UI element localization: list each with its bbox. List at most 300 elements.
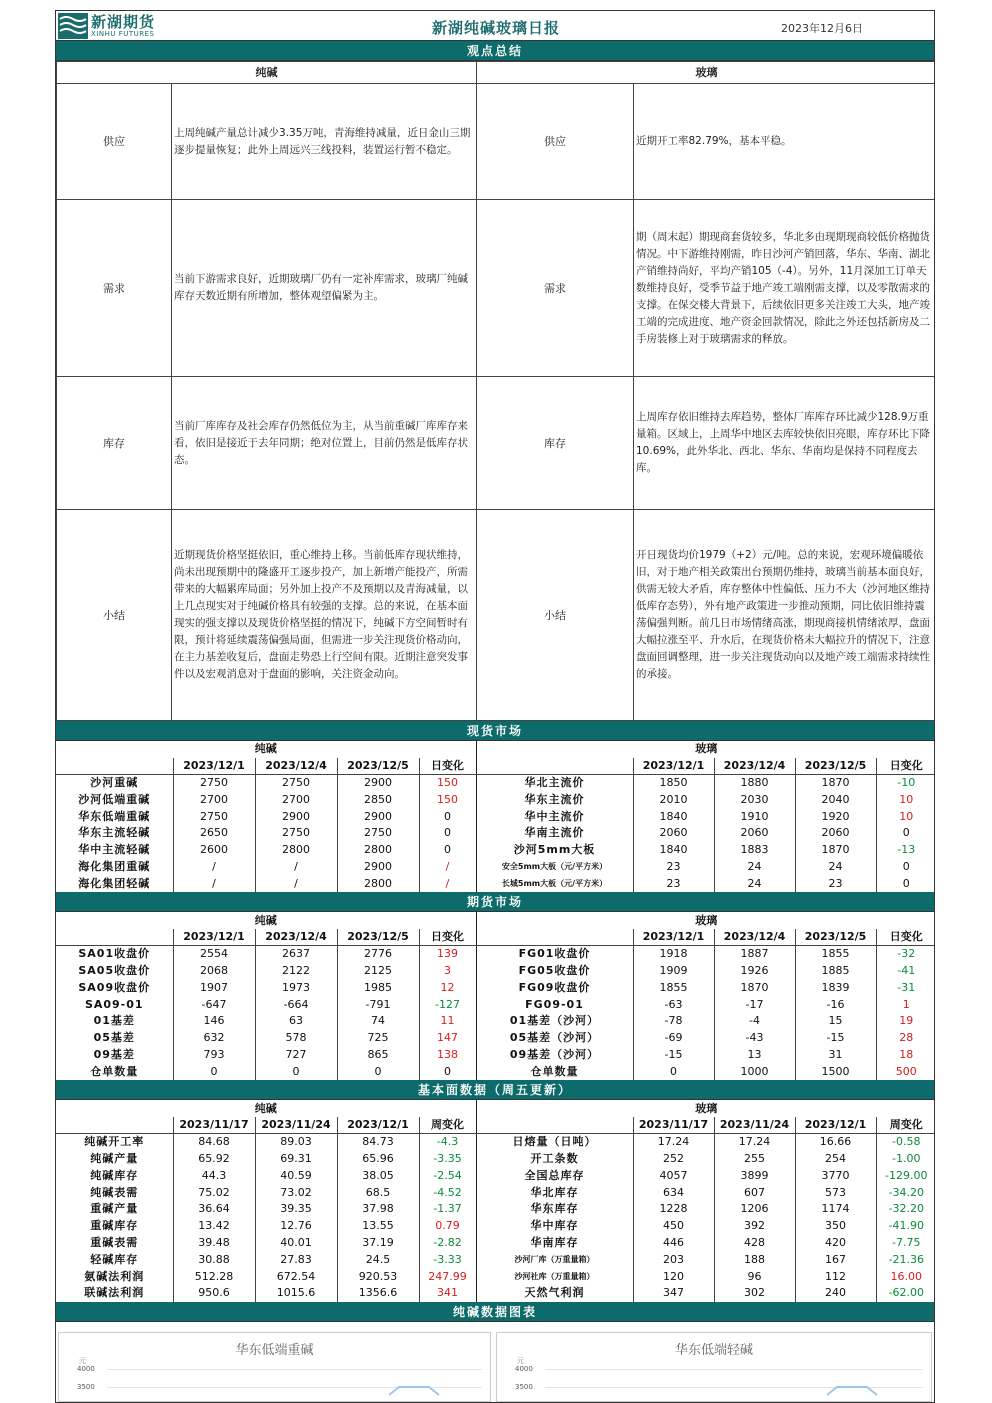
row-label: 重碱库存 <box>56 1218 173 1235</box>
value-cell: 2040 <box>795 791 876 808</box>
value-cell: 1870 <box>714 979 795 996</box>
change-value: -3.35 <box>419 1151 476 1168</box>
value-cell: -15 <box>795 1030 876 1047</box>
change-value: -34.20 <box>888 1185 924 1199</box>
table-row <box>56 859 935 876</box>
value-cell: 23 <box>633 859 714 876</box>
gridline <box>545 1369 923 1370</box>
value-cell: 2700 <box>173 791 255 808</box>
change-value: -21.36 <box>888 1252 924 1266</box>
table-row <box>56 1151 935 1168</box>
change-value: -41 <box>897 963 916 977</box>
value-cell: 0 <box>255 1063 337 1080</box>
row-label: 轻碱库存 <box>56 1251 173 1268</box>
value-cell: 302 <box>714 1285 795 1302</box>
value-cell: 1174 <box>795 1201 876 1218</box>
overview-text: 当前厂库库存及社会库存仍然低位为主，从当前重碱厂库库存来看，依旧是接近于去年同期；绝对位置上，目前仍然是低库存状态。 <box>172 377 477 510</box>
change-value: / <box>419 859 476 876</box>
change-value: 147 <box>419 1030 476 1047</box>
change-value: 0 <box>902 859 910 873</box>
overview-label: 小结 <box>57 510 172 721</box>
value-cell: 2750 <box>255 825 337 842</box>
value-cell: 1870 <box>795 775 876 792</box>
change-value: 138 <box>419 1047 476 1064</box>
row-label: 华中库存 <box>476 1218 633 1235</box>
row-label: 05基差 <box>56 1030 173 1047</box>
value-cell: 2122 <box>255 963 337 980</box>
value-cell: 1356.6 <box>337 1285 419 1302</box>
y-tick: 4000 <box>77 1364 95 1373</box>
value-cell: 2060 <box>795 825 876 842</box>
section-spot: 现货市场 <box>56 721 934 741</box>
row-label: 华北库存 <box>476 1184 633 1201</box>
row-label: 华东主流价 <box>476 791 633 808</box>
change-value: -41.90 <box>888 1219 924 1233</box>
value-cell: 1206 <box>714 1201 795 1218</box>
change-value: -2.82 <box>419 1235 476 1252</box>
header-blank <box>476 1117 633 1134</box>
table-section-title: 玻璃 <box>695 913 718 927</box>
table-row <box>56 1167 935 1184</box>
table-row <box>56 808 935 825</box>
change-value: -31 <box>897 980 916 994</box>
value-cell: 0 <box>173 1063 255 1080</box>
value-cell: 607 <box>714 1184 795 1201</box>
value-cell: 203 <box>633 1251 714 1268</box>
table-row <box>56 1063 935 1080</box>
row-label: 沙河5mm大板 <box>476 842 633 859</box>
change-value: 247.99 <box>419 1268 476 1285</box>
chart-area <box>56 1322 934 1402</box>
change-value: 0 <box>419 842 476 859</box>
value-cell: 16.66 <box>795 1134 876 1151</box>
value-cell: 1500 <box>795 1063 876 1080</box>
value-cell: 65.96 <box>337 1151 419 1168</box>
row-label: 长城5mm大板（元/平方米） <box>476 875 633 892</box>
change-value: 150 <box>419 791 476 808</box>
value-cell: 84.68 <box>173 1134 255 1151</box>
value-cell: 37.98 <box>337 1201 419 1218</box>
row-label: 01基差 <box>56 1013 173 1030</box>
report-date: 2023年12月6日 <box>781 22 863 35</box>
date-header: 2023/12/1 <box>173 929 255 946</box>
value-cell: 255 <box>714 1151 795 1168</box>
row-label: 沙河重碱 <box>56 775 173 792</box>
value-cell: 39.35 <box>255 1201 337 1218</box>
overview-text: 开日现货均价1979（+2）元/吨。总的来说，宏观环境偏暖依旧，对于地产相关政策出台预期仍维持，玻璃当前基本面良好，供需无较大矛盾，库存整体中性偏低、压力不大（沙河地区维持低库存态势），外有地产政策进一步推动预期，同比依旧维持震荡偏强判断。前几日市场情绪高涨，期现商接机情绪浓厚，盘面大幅拉涨至平、升水后，在现货价格未大幅拉升的情况下，注意盘面回调整理，进一步关注现货动向以及地产竣工端需求持续性的承接。 <box>634 510 936 721</box>
value-cell: 2010 <box>633 791 714 808</box>
value-cell: 672.54 <box>255 1268 337 1285</box>
table-row <box>56 963 935 980</box>
chart-panel <box>58 1332 491 1402</box>
change-value: -2.54 <box>419 1167 476 1184</box>
value-cell: -69 <box>633 1030 714 1047</box>
value-cell: 2068 <box>173 963 255 980</box>
section-charts: 纯碱数据图表 <box>56 1302 934 1322</box>
value-cell: 15 <box>795 1013 876 1030</box>
value-cell: 96 <box>714 1268 795 1285</box>
table-row <box>56 1013 935 1030</box>
row-label: 氨碱法利润 <box>56 1268 173 1285</box>
fundamental-table <box>56 1100 935 1302</box>
row-label: 海化集团重碱 <box>56 859 173 876</box>
change-value: 10 <box>899 792 914 806</box>
value-cell: 1850 <box>633 775 714 792</box>
value-cell: 1887 <box>714 946 795 963</box>
date-header: 2023/11/24 <box>714 1117 795 1134</box>
value-cell: 39.48 <box>173 1235 255 1252</box>
header-blank <box>476 929 633 946</box>
row-label: 华东低端重碱 <box>56 808 173 825</box>
value-cell: 2030 <box>714 791 795 808</box>
value-cell: 68.5 <box>337 1184 419 1201</box>
value-cell: 44.3 <box>173 1167 255 1184</box>
value-cell: 2900 <box>337 859 419 876</box>
row-label: 仓单数量 <box>476 1063 633 1080</box>
change-value: 0 <box>419 808 476 825</box>
value-cell: 23 <box>795 875 876 892</box>
y-tick: 3500 <box>515 1382 533 1391</box>
value-cell: 2750 <box>173 808 255 825</box>
row-label: 安全5mm大板（元/平方米） <box>476 859 633 876</box>
table-section-title: 纯碱 <box>56 741 476 758</box>
chart-unit: 元 <box>79 1356 86 1365</box>
table-row <box>56 1184 935 1201</box>
value-cell: 1918 <box>633 946 714 963</box>
table-section-title: 玻璃 <box>695 742 718 756</box>
value-cell: 13.42 <box>173 1218 255 1235</box>
chart-line <box>389 1383 449 1403</box>
value-cell: 1855 <box>795 946 876 963</box>
table-row <box>56 825 935 842</box>
overview-soda-header: 纯碱 <box>57 62 477 84</box>
value-cell: 2900 <box>255 808 337 825</box>
date-header: 2023/12/1 <box>633 929 714 946</box>
change-value: 500 <box>895 1064 917 1078</box>
value-cell: 167 <box>795 1251 876 1268</box>
value-cell: -16 <box>795 996 876 1013</box>
row-label: 05基差（沙河） <box>476 1030 633 1047</box>
value-cell: 573 <box>795 1184 876 1201</box>
row-label: 纯碱库存 <box>56 1167 173 1184</box>
change-value: 0 <box>419 825 476 842</box>
change-header: 周变化 <box>419 1117 476 1134</box>
report-page <box>55 10 935 1403</box>
row-label: 华中主流轻碱 <box>56 842 173 859</box>
value-cell: 2650 <box>173 825 255 842</box>
change-header: 日变化 <box>419 929 476 946</box>
change-value: 341 <box>419 1285 476 1302</box>
change-value: -7.75 <box>892 1235 921 1249</box>
value-cell: 392 <box>714 1218 795 1235</box>
table-row <box>56 1030 935 1047</box>
value-cell: / <box>255 875 337 892</box>
value-cell: / <box>173 859 255 876</box>
table-section-title: 纯碱 <box>56 912 476 929</box>
table-section-title: 玻璃 <box>695 1101 718 1115</box>
value-cell: 865 <box>337 1047 419 1064</box>
value-cell: 252 <box>633 1151 714 1168</box>
table-row <box>56 1235 935 1252</box>
value-cell: -664 <box>255 996 337 1013</box>
value-cell: 578 <box>255 1030 337 1047</box>
value-cell: 2637 <box>255 946 337 963</box>
value-cell: 2850 <box>337 791 419 808</box>
date-header: 2023/12/1 <box>633 758 714 775</box>
change-header: 日变化 <box>419 758 476 775</box>
value-cell: 1985 <box>337 979 419 996</box>
change-value: 18 <box>899 1047 914 1061</box>
report-title: 新湖纯碱玻璃日报 <box>431 19 560 37</box>
value-cell: 1880 <box>714 775 795 792</box>
value-cell: 1926 <box>714 963 795 980</box>
value-cell: 69.31 <box>255 1151 337 1168</box>
value-cell: 2750 <box>255 775 337 792</box>
value-cell: 4057 <box>633 1167 714 1184</box>
table-row <box>56 1285 935 1302</box>
change-value: -127 <box>419 996 476 1013</box>
change-value: 0 <box>902 826 910 840</box>
change-header: 日变化 <box>876 929 935 946</box>
row-label: 联碱法利润 <box>56 1285 173 1302</box>
row-label: SA09收盘价 <box>56 979 173 996</box>
value-cell: 40.01 <box>255 1235 337 1252</box>
table-row <box>56 996 935 1013</box>
change-value: -32 <box>897 947 916 961</box>
value-cell: 24 <box>714 859 795 876</box>
section-overview: 观点总结 <box>56 41 934 61</box>
row-label: 华东主流轻碱 <box>56 825 173 842</box>
logo-cn: 新湖期货 <box>91 12 156 31</box>
change-value: 1 <box>902 997 910 1011</box>
value-cell: 2800 <box>337 875 419 892</box>
row-label: FG01收盘价 <box>476 946 633 963</box>
value-cell: 920.53 <box>337 1268 419 1285</box>
row-label: 沙河厂库（万重量箱） <box>476 1251 633 1268</box>
logo-en: XINHU FUTURES <box>91 29 155 38</box>
value-cell: / <box>173 875 255 892</box>
value-cell: 446 <box>633 1235 714 1252</box>
value-cell: / <box>255 859 337 876</box>
overview-text: 上周纯碱产量总计减少3.35万吨，青海维持减量，近日金山三期逐步提量恢复；此外上周远兴三线投料，装置运行暂不稳定。 <box>172 84 477 200</box>
table-row <box>56 946 935 963</box>
date-header: 2023/12/4 <box>714 929 795 946</box>
date-header: 2023/12/1 <box>173 758 255 775</box>
value-cell: 428 <box>714 1235 795 1252</box>
value-cell: 12.76 <box>255 1218 337 1235</box>
value-cell: 725 <box>337 1030 419 1047</box>
value-cell: 1000 <box>714 1063 795 1080</box>
change-value: -4.52 <box>419 1184 476 1201</box>
date-header: 2023/11/17 <box>633 1117 714 1134</box>
value-cell: 27.83 <box>255 1251 337 1268</box>
value-cell: 512.28 <box>173 1268 255 1285</box>
row-label: SA05收盘价 <box>56 963 173 980</box>
change-header: 周变化 <box>876 1117 935 1134</box>
value-cell: 2800 <box>337 842 419 859</box>
value-cell: 38.05 <box>337 1167 419 1184</box>
table-row <box>56 1268 935 1285</box>
row-label: FG05收盘价 <box>476 963 633 980</box>
value-cell: 1855 <box>633 979 714 996</box>
value-cell: 3899 <box>714 1167 795 1184</box>
row-label: FG09收盘价 <box>476 979 633 996</box>
change-value: 19 <box>899 1014 914 1028</box>
row-label: 开工条数 <box>476 1151 633 1168</box>
chart-title: 华东低端轻碱 <box>674 1342 753 1358</box>
value-cell: -43 <box>714 1030 795 1047</box>
date-header: 2023/12/5 <box>337 758 419 775</box>
overview-label: 小结 <box>477 510 634 721</box>
value-cell: 1228 <box>633 1201 714 1218</box>
value-cell: 23 <box>633 875 714 892</box>
overview-text: 上周库存依旧维持去库趋势，整体厂库库存环比减少128.9万重量箱。区域上，上周华中地区去库较快依旧亮眼，库存环比下降10.69%，此外华北、西北、华东、华南均是保持不同程度去库。 <box>634 377 936 510</box>
change-value: -10 <box>897 776 916 790</box>
change-value: 0 <box>419 1063 476 1080</box>
row-label: 日熔量（日吨） <box>476 1134 633 1151</box>
value-cell: 1910 <box>714 808 795 825</box>
value-cell: 1973 <box>255 979 337 996</box>
value-cell: 254 <box>795 1151 876 1168</box>
overview-label: 供应 <box>477 84 634 200</box>
chart-line <box>827 1383 887 1403</box>
change-value: 150 <box>419 775 476 792</box>
row-label: 华东库存 <box>476 1201 633 1218</box>
table-row <box>56 791 935 808</box>
overview-text: 当前下游需求良好，近期玻璃厂仍有一定补库需求，玻璃厂纯碱库存天数近期有所增加，整体观望偏紧为主。 <box>172 200 477 377</box>
change-header: 日变化 <box>876 758 935 775</box>
date-header: 2023/12/1 <box>337 1117 419 1134</box>
value-cell: 1839 <box>795 979 876 996</box>
value-cell: 30.88 <box>173 1251 255 1268</box>
value-cell: 3770 <box>795 1167 876 1184</box>
date-header: 2023/12/4 <box>255 929 337 946</box>
value-cell: 146 <box>173 1013 255 1030</box>
table-row <box>56 842 935 859</box>
row-label: 华南主流价 <box>476 825 633 842</box>
overview-label: 库存 <box>477 377 634 510</box>
value-cell: 2600 <box>173 842 255 859</box>
change-value: 11 <box>419 1013 476 1030</box>
table-row <box>56 875 935 892</box>
overview-text: 期（周末起）期现商套货较多，华北多由现期现商较低价格抛货情况。中下游维持刚需，昨日沙河产销回落，华东、华南、湖北产销维持尚好，平均产销105（-4）。另外，11月深加工订单天数维持良好，受季节益于地产竣工端刚需支撑，以及零散需求的支撑。在保交楼大背景下，后续依旧更多关注竣工大头，地产竣工端的完成进度、地产资金回款情况，除此之外还包括新房及二手房装修上对于玻璃需求的释放。 <box>634 200 936 377</box>
value-cell: 1909 <box>633 963 714 980</box>
y-tick: 3500 <box>77 1382 95 1391</box>
change-value: -62.00 <box>888 1286 924 1300</box>
table-row <box>56 1201 935 1218</box>
change-value: -13 <box>897 843 916 857</box>
overview-glass-header: 玻璃 <box>477 62 936 84</box>
change-value: 16.00 <box>890 1269 922 1283</box>
value-cell: 634 <box>633 1184 714 1201</box>
row-label: 09基差（沙河） <box>476 1047 633 1064</box>
value-cell: 24 <box>714 875 795 892</box>
row-label: 天然气利润 <box>476 1285 633 1302</box>
row-label: 09基差 <box>56 1047 173 1064</box>
change-value: -1.00 <box>892 1151 921 1165</box>
overview-label: 供应 <box>57 84 172 200</box>
table-row <box>56 775 935 792</box>
row-label: 华北主流价 <box>476 775 633 792</box>
value-cell: 84.73 <box>337 1134 419 1151</box>
overview-label: 需求 <box>477 200 634 377</box>
table-section-title: 纯碱 <box>56 1100 476 1117</box>
change-value: -129.00 <box>885 1168 928 1182</box>
spot-table <box>56 741 935 892</box>
value-cell: 74 <box>337 1013 419 1030</box>
value-cell: 1840 <box>633 808 714 825</box>
date-header: 2023/12/5 <box>795 929 876 946</box>
value-cell: 1883 <box>714 842 795 859</box>
value-cell: 2554 <box>173 946 255 963</box>
change-value: -0.58 <box>892 1135 921 1149</box>
value-cell: 2700 <box>255 791 337 808</box>
value-cell: 727 <box>255 1047 337 1064</box>
header-blank <box>56 758 173 775</box>
value-cell: 450 <box>633 1218 714 1235</box>
change-value: 0 <box>902 876 910 890</box>
value-cell: 950.6 <box>173 1285 255 1302</box>
row-label: 重碱表需 <box>56 1235 173 1252</box>
futures-table <box>56 912 935 1080</box>
change-value: 28 <box>899 1031 914 1045</box>
value-cell: 632 <box>173 1030 255 1047</box>
row-label: 仓单数量 <box>56 1063 173 1080</box>
table-row <box>56 1134 935 1151</box>
chart-panel <box>496 1332 932 1402</box>
value-cell: 63 <box>255 1013 337 1030</box>
change-value: -3.33 <box>419 1251 476 1268</box>
value-cell: -15 <box>633 1047 714 1064</box>
value-cell: -17 <box>714 996 795 1013</box>
change-value: 3 <box>419 963 476 980</box>
row-label: SA09-01 <box>56 996 173 1013</box>
row-label: 海化集团轻碱 <box>56 875 173 892</box>
value-cell: 420 <box>795 1235 876 1252</box>
value-cell: 2750 <box>173 775 255 792</box>
date-header: 2023/11/24 <box>255 1117 337 1134</box>
value-cell: -4 <box>714 1013 795 1030</box>
value-cell: 89.03 <box>255 1134 337 1151</box>
value-cell: 24 <box>795 859 876 876</box>
value-cell: 2750 <box>337 825 419 842</box>
date-header: 2023/12/4 <box>714 758 795 775</box>
value-cell: 112 <box>795 1268 876 1285</box>
row-label: 纯碱产量 <box>56 1151 173 1168</box>
row-label: 全国总库存 <box>476 1167 633 1184</box>
value-cell: 1885 <box>795 963 876 980</box>
value-cell: 1840 <box>633 842 714 859</box>
value-cell: 73.02 <box>255 1184 337 1201</box>
table-row <box>56 1251 935 1268</box>
date-header: 2023/12/5 <box>795 758 876 775</box>
value-cell: 36.64 <box>173 1201 255 1218</box>
table-row <box>56 1047 935 1064</box>
value-cell: 2900 <box>337 775 419 792</box>
date-header: 2023/12/4 <box>255 758 337 775</box>
value-cell: 1907 <box>173 979 255 996</box>
value-cell: 2060 <box>714 825 795 842</box>
value-cell: 1870 <box>795 842 876 859</box>
change-value: 10 <box>899 809 914 823</box>
value-cell: -78 <box>633 1013 714 1030</box>
value-cell: 13.55 <box>337 1218 419 1235</box>
change-value: 139 <box>419 946 476 963</box>
value-cell: 350 <box>795 1218 876 1235</box>
date-header: 2023/12/5 <box>337 929 419 946</box>
section-fundamental: 基本面数据（周五更新） <box>56 1080 934 1100</box>
row-label: 华南库存 <box>476 1235 633 1252</box>
